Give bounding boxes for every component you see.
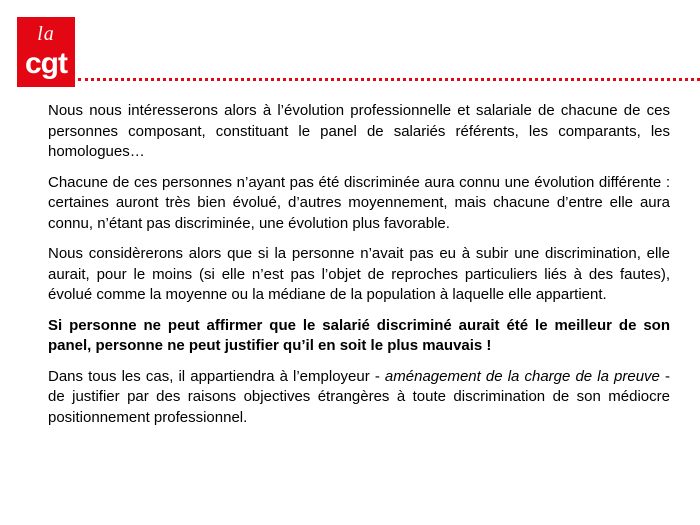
slide-body — [48, 101, 670, 438]
paragraph-4-bold: Si personne ne peut affirmer que le salarié discriminé aurait été le meilleur de son panel, personne ne peut justifier qu’il en soit le plus mauvais ! — [48, 316, 670, 354]
paragraph-5-start: Dans tous les cas, il appartiendra à l’employeur - — [48, 367, 385, 385]
logo-cgt-text: cgt — [25, 47, 67, 80]
paragraph-2: Chacune de ces personnes n’ayant pas été discriminée aura connu une évolution différente : certaines auront très bien évolué, d’autres moyennement, mais chacune d’entre elle aura connu, n’étant pas discriminée, une évolution plus favorable. — [48, 173, 670, 232]
cgt-logo — [17, 17, 75, 87]
paragraph-5-italic: aménagement de la charge de la preuve — [384, 367, 660, 385]
paragraph-3: Nous considèrerons alors que si la personne n’avait pas eu à subir une discrimination, elle aurait, pour le moins (si elle n’est pas l’objet de reproches particuliers liés à des fautes), évolué comme la moyenne ou la médiane de la population à laquelle elle appartient. — [48, 245, 670, 303]
paragraph-5-end: - de justifier par des raisons objectives étrangères à toute discrimination de son médiocre positionnement professionnel. — [48, 367, 670, 426]
logo-la-text: la — [37, 23, 55, 45]
paragraph-1: Nous nous intéresserons alors à l’évolution professionnelle et salariale de chacune de ces personnes composant, constituant le panel de salariés référents, les comparants, les homologues… — [48, 102, 670, 160]
header-dotted-divider — [78, 78, 700, 81]
paragraph-5 — [48, 367, 670, 429]
